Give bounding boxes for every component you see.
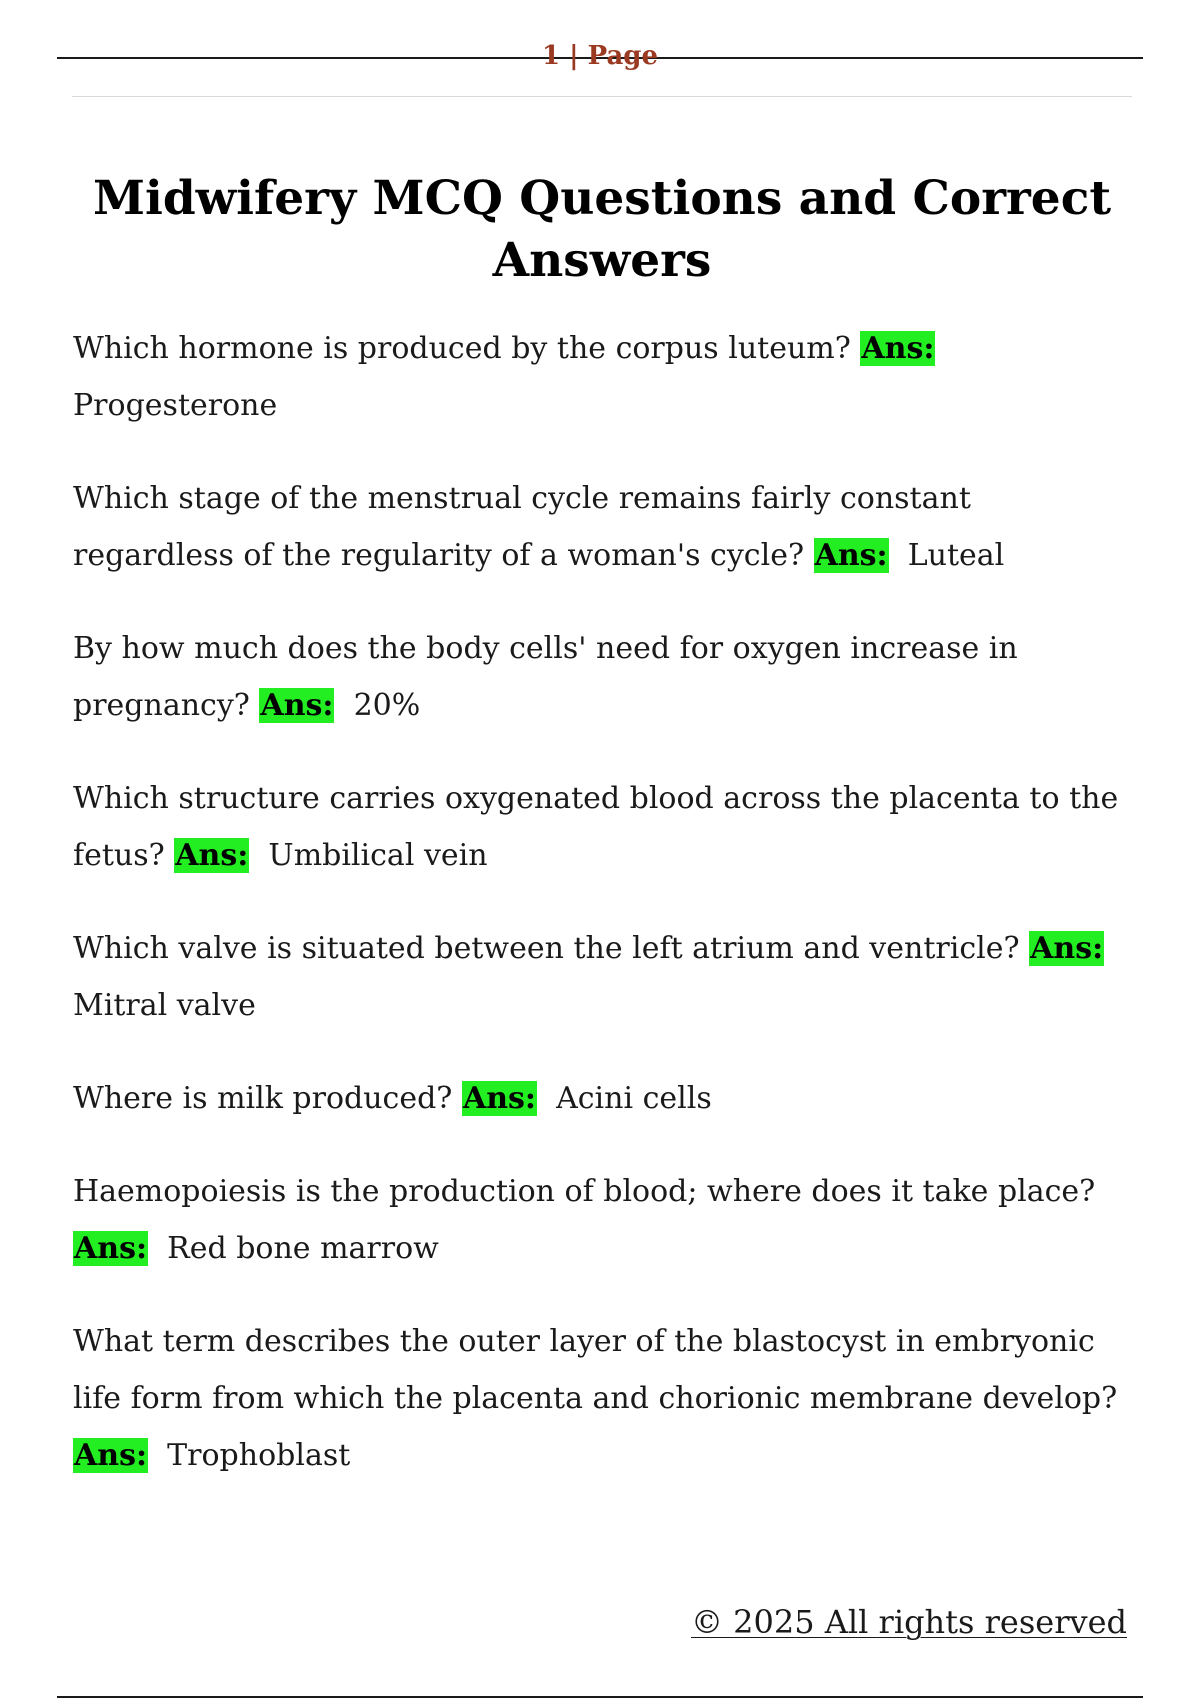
answer-text: Luteal [907,538,1005,573]
question-text: Which stage of the menstrual cycle remains fairly constant regardless of the regularity of a woman's cycle? [73,481,971,573]
qa-item [73,620,1133,734]
question-text: Which valve is situated between the left atrium and ventricle? [73,931,1020,966]
qa-item [73,920,1133,1034]
answer-text: Red bone marrow [167,1231,439,1266]
answer-label: Ans: [861,331,935,366]
answer-label: Ans: [175,838,249,873]
qa-item [73,770,1133,884]
qa-item [73,1070,1133,1127]
answer-text: 20% [353,688,421,723]
answer-label: Ans: [1030,931,1104,966]
footer-rule [57,1696,1143,1698]
answer-label: Ans: [74,1231,148,1266]
question-text: Which structure carries oxygenated blood across the placenta to the fetus? [73,781,1119,873]
question-text: Haemopoiesis is the production of blood; where does it take place? [73,1174,1096,1209]
question-text: Which hormone is produced by the corpus luteum? [73,331,851,366]
header-divider [72,96,1132,97]
answer-text: Umbilical vein [268,838,488,873]
answer-label: Ans: [260,688,334,723]
answer-label: Ans: [462,1081,537,1116]
qa-item [73,1313,1133,1484]
qa-item [73,1163,1133,1277]
answer-text: Progesterone [73,388,278,423]
page-number: 1 | Page [541,41,659,71]
answer-text: Trophoblast [167,1438,351,1473]
qa-item [73,320,1133,434]
answer-label: Ans: [74,1438,148,1473]
qa-item [73,470,1133,584]
copyright-notice: © 2025 All rights reserved [691,1603,1127,1641]
answer-label: Ans: [814,538,888,573]
answer-text: Acini cells [556,1081,712,1116]
question-text: By how much does the body cells' need for oxygen increase in pregnancy? [73,631,1018,723]
qa-list [73,320,1133,1520]
document-title: Midwifery MCQ Questions and Correct Answers [92,171,1112,288]
question-text: What term describes the outer layer of the blastocyst in embryonic life form from which the placenta and chorionic membrane develop? [73,1324,1118,1416]
question-text: Where is milk produced? [73,1081,453,1116]
answer-text: Mitral valve [73,988,256,1023]
